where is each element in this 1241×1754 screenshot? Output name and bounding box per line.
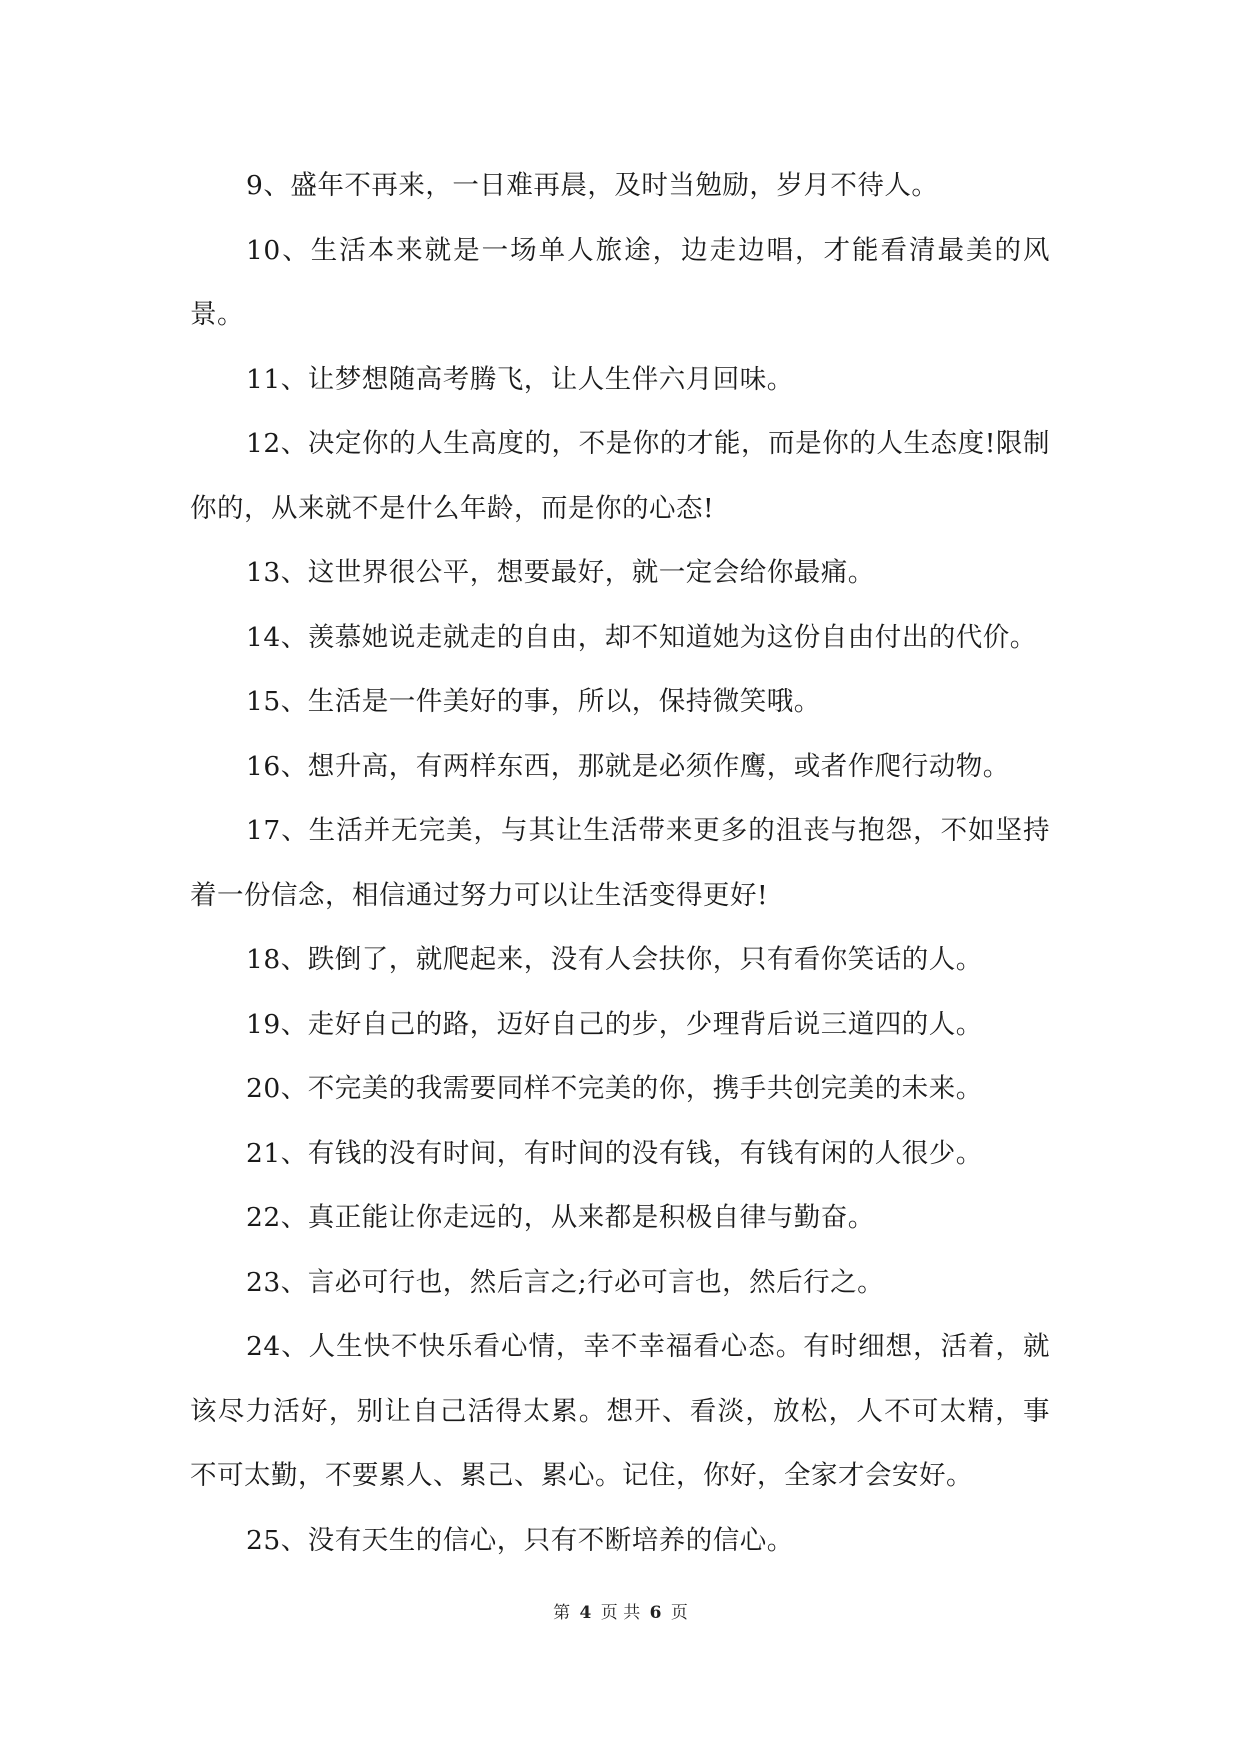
document-body bbox=[190, 154, 1050, 1573]
paragraph-13: 13、这世界很公平，想要最好，就一定会给你最痛。 bbox=[246, 557, 875, 588]
paragraph-20: 20、不完美的我需要同样不完美的你，携手共创完美的未来。 bbox=[246, 1073, 983, 1104]
paragraph-10: 10、生活本来就是一场单人旅途，边走边唱，才能看清最美的风景。 bbox=[190, 234, 1050, 330]
paragraph-14: 14、羡慕她说走就走的自由，却不知道她为这份自由付出的代价。 bbox=[246, 621, 1037, 653]
paragraph-17: 17、生活并无完美，与其让生活带来更多的沮丧与抱怨，不如坚持着一份信念，相信通过努力可以让生活变得更好! bbox=[190, 815, 1050, 911]
paragraph-9: 9、盛年不再来，一日难再晨，及时当勉励，岁月不待人。 bbox=[246, 170, 939, 201]
footer-current-page: 4 bbox=[579, 1603, 592, 1623]
paragraph-21: 21、有钱的没有时间，有时间的没有钱，有钱有闲的人很少。 bbox=[246, 1137, 983, 1169]
paragraph-22: 22、真正能让你走远的，从来都是积极自律与勤奋。 bbox=[246, 1202, 875, 1233]
page-footer bbox=[0, 1598, 1241, 1623]
paragraph-16: 16、想升高，有两样东西，那就是必须作鹰，或者作爬行动物。 bbox=[246, 750, 1010, 782]
footer-total-pages: 6 bbox=[649, 1603, 662, 1623]
paragraph-19: 19、走好自己的路，迈好自己的步，少理背后说三道四的人。 bbox=[246, 1008, 983, 1040]
paragraph-18: 18、跌倒了，就爬起来，没有人会扶你，只有看你笑话的人。 bbox=[246, 944, 983, 975]
paragraph-25: 25、没有天生的信心，只有不断培养的信心。 bbox=[246, 1524, 794, 1556]
paragraph-15: 15、生活是一件美好的事，所以，保持微笑哦。 bbox=[246, 686, 821, 717]
paragraph-11: 11、让梦想随高考腾飞，让人生伴六月回味。 bbox=[246, 363, 794, 395]
paragraph-24: 24、人生快不快乐看心情，幸不幸福看心态。有时细想，活着，就该尽力活好，别让自己活得太累。想开、看淡，放松，人不可太精，事不可太勤，不要累人、累己、累心。记住，你好，全家才会安好。 bbox=[190, 1331, 1050, 1491]
paragraph-12: 12、决定你的人生高度的，不是你的才能，而是你的人生态度!限制你的，从来就不是什么年龄，而是你的心态! bbox=[190, 428, 1050, 524]
paragraph-23: 23、言必可行也，然后言之;行必可言也，然后行之。 bbox=[246, 1266, 885, 1298]
footer-prefix: 第 bbox=[553, 1603, 571, 1623]
footer-suffix: 页 bbox=[670, 1603, 688, 1623]
footer-middle: 页 共 bbox=[600, 1603, 641, 1623]
